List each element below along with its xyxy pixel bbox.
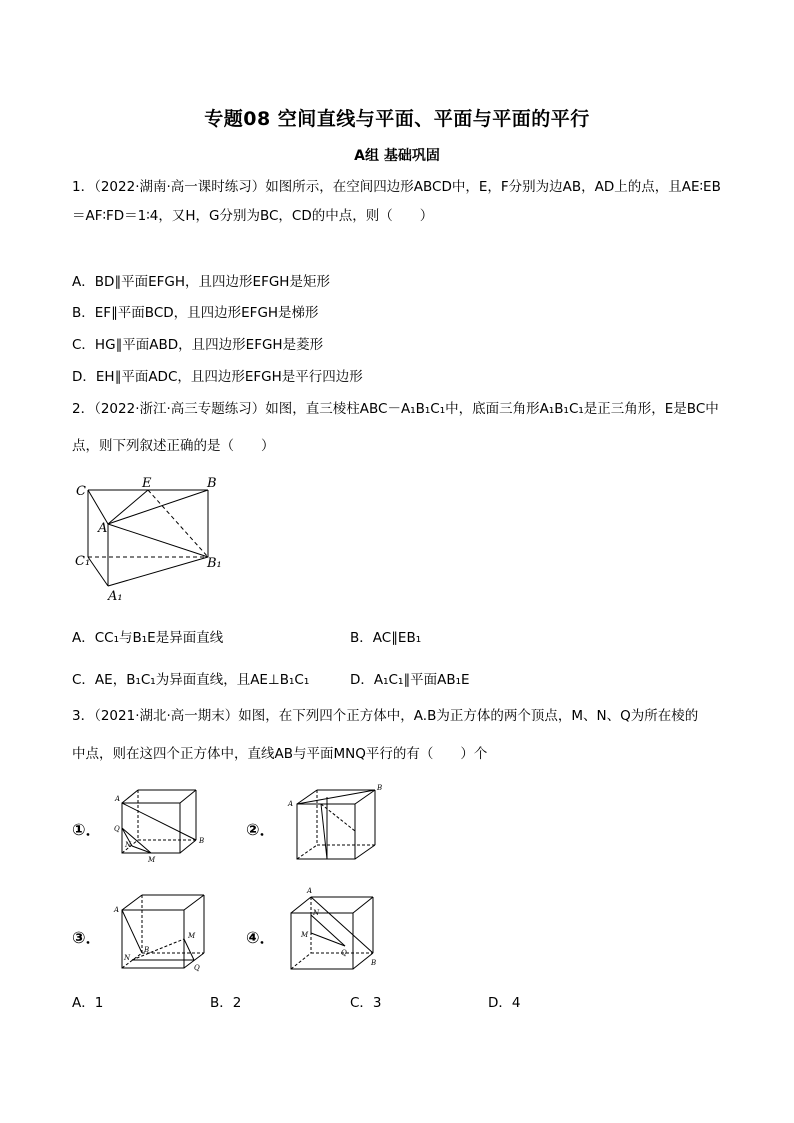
q3-option-a: A．1: [72, 995, 104, 1011]
q2-stem-line2: 点，则下列叙述正确的是（ ）: [72, 438, 275, 454]
cube3-label-n: N: [124, 954, 131, 962]
q1-stem-line1: 1．（2022·湖南·高一课时练习）如图所示，在空间四边形ABCD中，E，F分别为边AB，AD上的点，且AE∶EB: [72, 179, 721, 195]
edge-b1a1: [108, 557, 208, 586]
cube3-edge: [184, 895, 204, 910]
cube2-hidden-edge: [297, 845, 317, 859]
figure-number-1: ①．: [72, 820, 102, 839]
q1-option-b: B．EF∥平面BCD，且四边形EFGH是梯形: [72, 305, 319, 321]
q1-option-a: A．BD∥平面EFGH，且四边形EFGH是矩形: [72, 274, 330, 290]
q1-option-c: C．HG∥平面ABD，且四边形EFGH是菱形: [72, 337, 324, 353]
segment-mq: [184, 939, 194, 960]
cube2-label-a: A: [288, 800, 294, 808]
cube-figure-3: [110, 890, 210, 975]
cube3-label-q: Q: [194, 964, 200, 972]
segment-nq: [311, 915, 345, 946]
edge-ba: [108, 490, 208, 524]
label-b: B: [207, 476, 217, 491]
label-c: C: [76, 484, 86, 499]
segment-nm: [132, 846, 151, 853]
q2-stem-line1: 2．（2022·浙江·高三专题练习）如图，直三棱柱ABC－A₁B₁C₁中，底面三角形A₁B₁C₁是正三角形，E是BC中: [72, 401, 719, 417]
cube3-label-b: B: [144, 946, 150, 954]
segment-ab: [122, 910, 142, 953]
page-title: 专题08 空间直线与平面、平面与平面的平行: [204, 108, 590, 130]
cube4-front-face: [291, 913, 353, 969]
segment-mid: [321, 804, 327, 859]
cube1-label-b: B: [199, 837, 205, 845]
figure-number-3: ③．: [72, 928, 102, 947]
q2-option-b: B．AC∥EB₁: [350, 630, 422, 646]
label-a: A: [98, 521, 108, 536]
label-c1: C₁: [75, 554, 91, 569]
q1-stem-line2: ＝AF∶FD＝1∶4，又H，G分别为BC，CD的中点，则（ ）: [72, 208, 434, 224]
segment-ea: [108, 490, 148, 524]
cube-figure-1: [110, 785, 210, 865]
q2-option-a: A．CC₁与B₁E是异面直线: [72, 630, 224, 646]
cube4-label-b: B: [371, 959, 377, 967]
edge-c1a1: [88, 557, 108, 586]
segment-ab: [297, 790, 375, 804]
cube4-hidden-edge: [291, 953, 311, 969]
cube3-front-face: [122, 910, 184, 968]
cube-figure-4: [285, 885, 390, 977]
cube1-label-m: M: [148, 856, 156, 864]
cube1-edge: [180, 840, 196, 853]
cube1-label-n: N: [125, 841, 132, 849]
cube1-edge: [122, 790, 138, 803]
figure-number-2: ②．: [246, 820, 276, 839]
figure-number-4: ④．: [246, 928, 276, 947]
q3-option-c: C．3: [350, 995, 382, 1011]
cube4-edge: [291, 897, 311, 913]
q3-option-b: B．2: [210, 995, 242, 1011]
cube2-edge: [355, 845, 375, 859]
cube1-label-a: A: [115, 795, 121, 803]
cube4-label-q: Q: [341, 949, 347, 957]
label-e: E: [142, 476, 152, 491]
label-a1: A₁: [108, 589, 123, 604]
section-heading: A组 基础巩固: [354, 148, 440, 164]
cube4-edge: [353, 953, 373, 969]
segment-diag-dashed: [321, 804, 355, 831]
cube3-edge: [122, 895, 142, 910]
cube3-label-m: M: [188, 932, 196, 940]
cube2-label-b: B: [377, 784, 383, 792]
segment-ab1: [108, 524, 208, 557]
segment-nm: [132, 939, 184, 960]
cube1-edge: [180, 790, 196, 803]
q2-option-d: D．A₁C₁∥平面AB₁E: [350, 672, 470, 688]
cube4-label-n: N: [313, 909, 320, 917]
cube4-edge: [353, 897, 373, 913]
q3-stem-line2: 中点，则在这四个正方体中，直线AB与平面MNQ平行的有（ ）个: [72, 746, 488, 762]
cube-figure-2: [285, 782, 390, 867]
q3-stem-line1: 3．（2021·湖北·高一期末）如图，在下列四个正方体中，A.B为正方体的两个顶点，M、N、Q为所在棱的: [72, 708, 699, 724]
cube4-label-m: M: [301, 931, 309, 939]
segment-ab: [122, 803, 196, 840]
q1-option-d: D．EH∥平面ADC，且四边形EFGH是平行四边形: [72, 369, 363, 385]
q2-option-c: C．AE，B₁C₁为异面直线，且AE⊥B₁C₁: [72, 672, 310, 688]
cube1-label-q: Q: [114, 825, 120, 833]
q3-option-d: D．4: [488, 995, 521, 1011]
segment-mq: [311, 933, 345, 946]
label-b1: B₁: [207, 556, 222, 571]
cube3-label-a: A: [114, 906, 120, 914]
prism-figure: [70, 472, 230, 612]
edge-ca: [88, 490, 108, 524]
cube4-label-a: A: [307, 887, 313, 895]
